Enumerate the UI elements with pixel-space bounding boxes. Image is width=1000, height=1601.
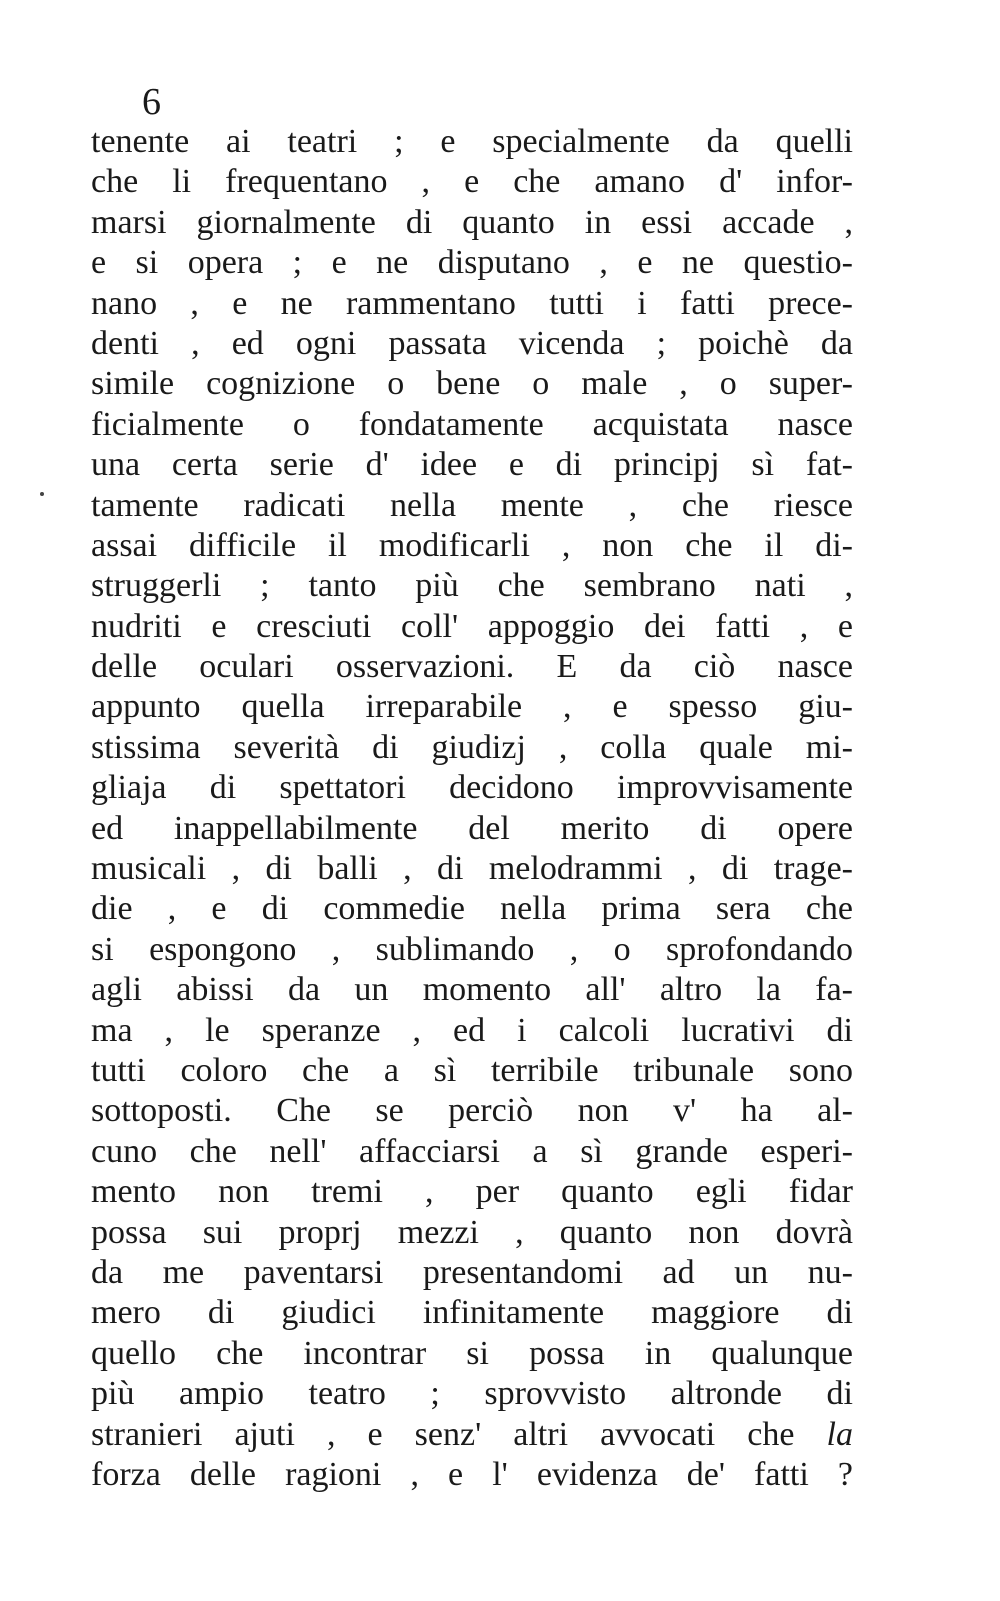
body-text [91,122,853,1495]
page-number: 6 [142,81,161,123]
text-line: agli abissi da un momento all' altro la fa- [91,971,853,1009]
text-line: forza delle ragioni , e l' evidenza de' fatti ? [91,1455,853,1493]
text-line: marsi giornalmente di quanto in essi accade , [91,203,853,241]
text-line: tamente radicati nella mente , che riesce [91,486,853,524]
text-line: mento non tremi , per quanto egli fidar [91,1173,853,1211]
text-line: nudriti e cresciuti coll' appoggio dei fatti , e [91,607,853,645]
text-line: e si opera ; e ne disputano , e ne questio- [91,244,853,282]
text-line: die , e di commedie nella prima sera che [91,890,853,928]
text-line: musicali , di balli , di melodrammi , di trage- [91,850,853,888]
text-line: struggerli ; tanto più che sembrano nati , [91,567,853,605]
text-line: mero di giudici infinitamente maggiore di [91,1294,853,1332]
text-line: ed inappellabilmente del merito di opere [91,809,853,847]
text-line: gliaja di spettatori decidono improvvisamente [91,769,853,807]
text-line: quello che incontrar si possa in qualunque [91,1334,853,1372]
text-line: possa sui proprj mezzi , quanto non dovrà [91,1213,853,1251]
text-line: simile cognizione o bene o male , o super- [91,365,853,403]
text-line-start: stranieri ajuti , e senz' altri avvocati che [91,1415,795,1453]
text-line: tutti coloro che a sì terribile tribunale sono [91,1051,853,1089]
text-line: ficialmente o fondatamente acquistata nasce [91,405,853,443]
text-line: nano , e ne rammentano tutti i fatti prece- [91,284,853,322]
italic-word: la [826,1415,853,1453]
text-line: stissima severità di giudizj , colla quale mi- [91,728,853,766]
text-line: cuno che nell' affacciarsi a sì grande esperi- [91,1132,853,1170]
text-line: ma , le speranze , ed i calcoli lucrativi di [91,1011,853,1049]
text-line: una certa serie d' idee e di principj sì fat- [91,446,853,484]
ink-speck [40,492,44,496]
text-line: più ampio teatro ; sprovvisto altronde di [91,1375,853,1413]
text-line: si espongono , sublimando , o sprofondando [91,930,853,968]
text-line: che li frequentano , e che amano d' infor- [91,163,853,201]
text-line: sottoposti. Che se perciò non v' ha al- [91,1092,853,1130]
text-line: delle oculari osservazioni. E da ciò nasce [91,648,853,686]
text-line: appunto quella irreparabile , e spesso giu- [91,688,853,726]
text-line: denti , ed ogni passata vicenda ; poichè da [91,324,853,362]
text-line: da me paventarsi presentandomi ad un nu- [91,1253,853,1291]
text-line: assai difficile il modificarli , non che il di- [91,526,853,564]
text-line: tenente ai teatri ; e specialmente da quelli [91,123,853,160]
text-line-with-italic [91,1415,853,1455]
